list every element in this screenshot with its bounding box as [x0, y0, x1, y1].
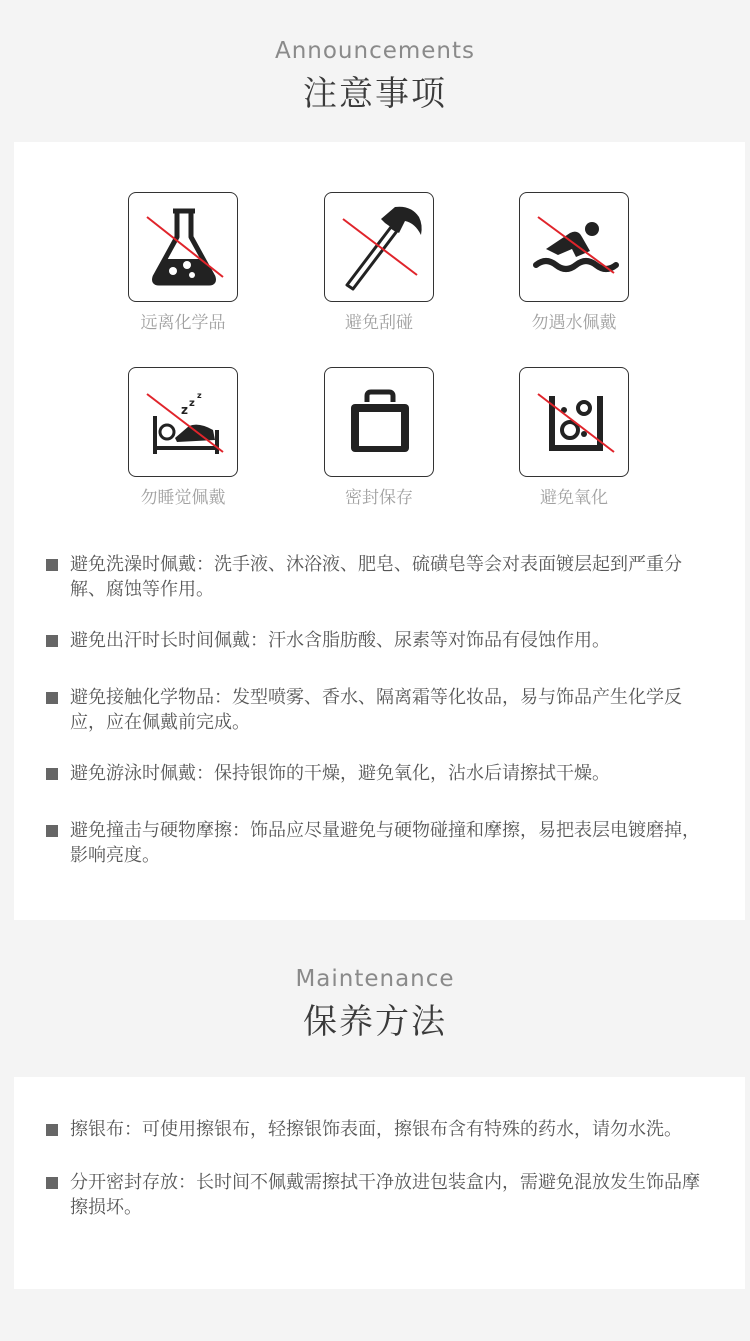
maintenance-en-title: Maintenance [295, 966, 455, 992]
note-text: 避免出汗时长时间佩戴：汗水含脂肪酸、尿素等对饰品有侵蚀作用。 [70, 630, 610, 651]
icon-box [128, 192, 238, 302]
icon-cell-sleep [108, 367, 258, 509]
icon-label: 远离化学品 [140, 313, 226, 333]
swimmer-icon [520, 193, 630, 303]
hammer-icon [325, 193, 435, 303]
bullet-square-icon [46, 768, 58, 780]
note-item [46, 761, 716, 786]
icon-box [324, 367, 434, 477]
note-text: 避免接触化学物品：发型喷雾、香水、隔离霜等化妆品，易与饰品产生化学反应，应在佩戴前完成。 [70, 687, 682, 733]
note-text: 避免游泳时佩戴：保持银饰的干燥，避免氧化，沾水后请擦拭干燥。 [70, 763, 610, 784]
note-text: 避免撞击与硬物摩擦：饰品应尽量避免与硬物碰撞和摩擦，易把表层电镀磨掉，影响亮度。 [70, 820, 700, 866]
bullet-square-icon [46, 559, 58, 571]
note-item [46, 1117, 716, 1142]
bullet-square-icon [46, 1177, 58, 1189]
bullet-square-icon [46, 825, 58, 837]
bullet-square-icon [46, 1124, 58, 1136]
sleeping-bed-icon [129, 368, 239, 478]
sealed-box-icon [325, 368, 435, 478]
bullet-square-icon [46, 692, 58, 704]
announcement-notes [46, 552, 716, 868]
icon-cell-chemicals [108, 192, 258, 334]
note-text: 擦银布：可使用擦银布，轻擦银饰表面，擦银布含有特殊的药水，请勿水洗。 [70, 1119, 682, 1140]
flask-icon [129, 193, 239, 303]
icon-box [324, 192, 434, 302]
icon-label: 避免刮碰 [345, 313, 413, 333]
svg-text:z: z [197, 391, 202, 400]
icon-cell-oxidation [499, 367, 649, 509]
icon-box [519, 192, 629, 302]
note-item [46, 552, 716, 602]
bullet-square-icon [46, 635, 58, 647]
maintenance-card [14, 1077, 745, 1289]
oxidation-beaker-icon [520, 368, 630, 478]
icon-label: 密封保存 [345, 488, 413, 508]
icon-cell-water [499, 192, 649, 334]
announcements-card [14, 142, 745, 920]
maintenance-notes [46, 1117, 716, 1220]
svg-text:z: z [181, 403, 188, 417]
icon-label: 避免氧化 [540, 488, 608, 508]
icon-label: 勿睡觉佩戴 [140, 488, 226, 508]
announcements-zh-title: 注意事项 [303, 74, 447, 114]
maintenance-header [0, 964, 750, 1044]
icon-label: 勿遇水佩戴 [531, 313, 617, 333]
svg-text:z: z [189, 398, 195, 409]
icon-cell-scratch [304, 192, 454, 334]
announcements-header [0, 36, 750, 116]
announcements-en-title: Announcements [274, 38, 476, 64]
maintenance-zh-title: 保养方法 [303, 1002, 447, 1042]
note-text: 分开密封存放：长时间不佩戴需擦拭干净放进包装盒内，需避免混放发生饰品摩擦损坏。 [70, 1172, 700, 1218]
icon-cell-sealed [304, 367, 454, 509]
note-text: 避免洗澡时佩戴：洗手液、沐浴液、肥皂、硫磺皂等会对表面镀层起到严重分解、腐蚀等作用。 [70, 554, 682, 600]
note-item [46, 1170, 716, 1220]
icon-box [519, 367, 629, 477]
note-item [46, 818, 716, 868]
note-item [46, 685, 716, 735]
note-item [46, 628, 716, 653]
icon-box [128, 367, 238, 477]
